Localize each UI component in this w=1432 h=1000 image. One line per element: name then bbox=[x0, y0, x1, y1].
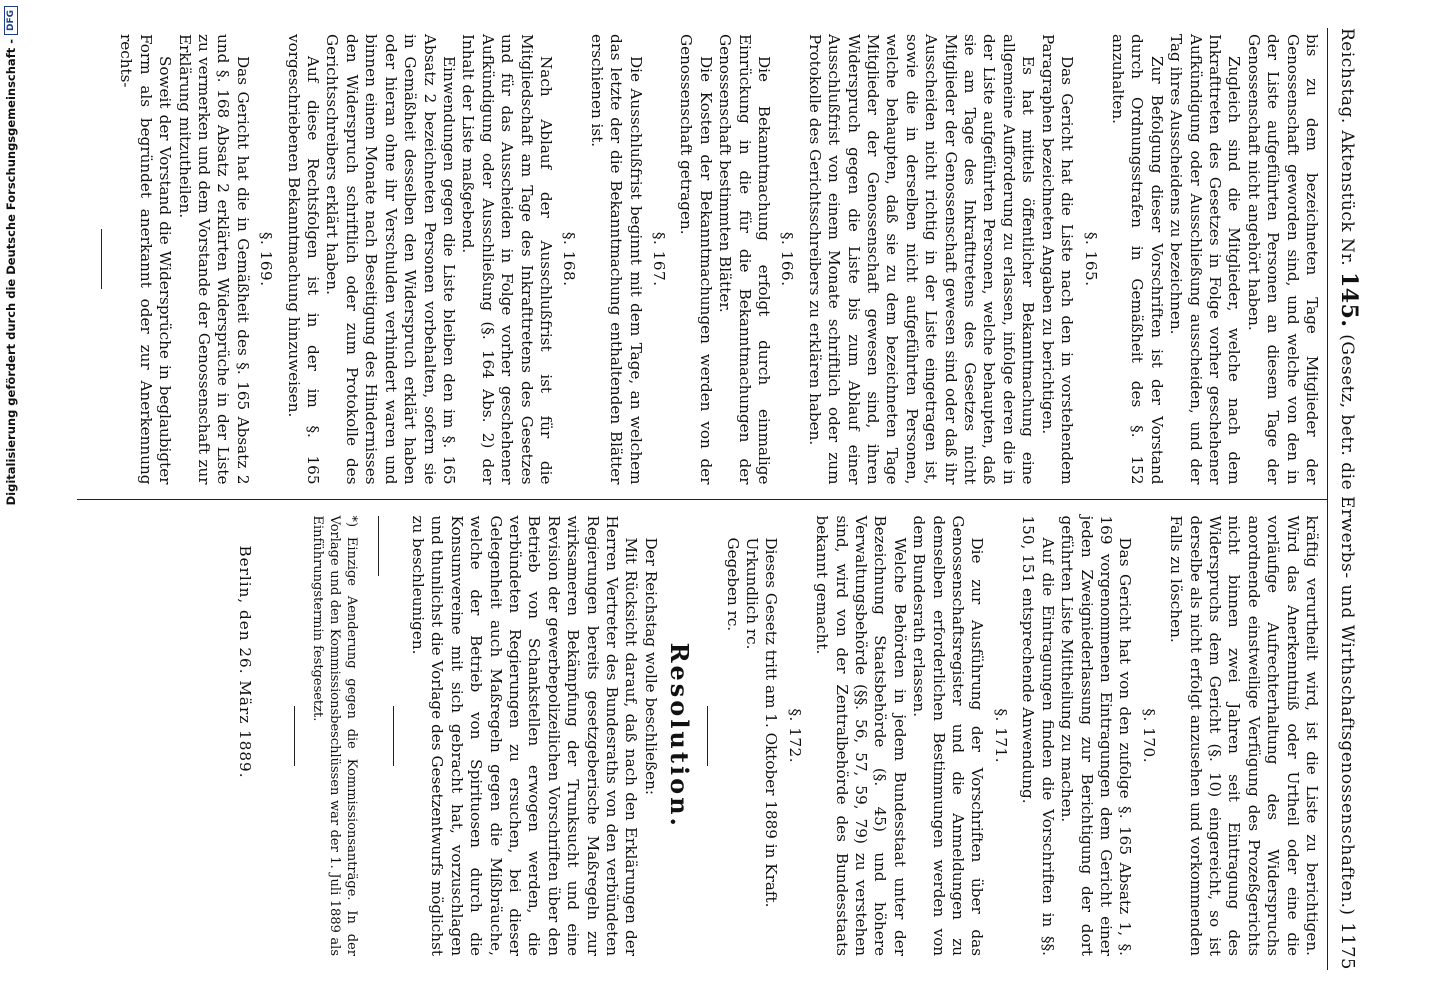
paragraph: kräftig verurtheilt wird, ist die Liste zu berichtigen. Wird das Anerkenntniß oder Urtheil oder eine die vorläufige Aufrechterhaltung des Widerspruchs anordnende einstweilige Verfügung des Prozeßgerichts nicht binnen zwei Jahren seit Eintragung des Widerspruchs dem Gericht (§. 10) eingereicht, so ist derselbe als nicht erfolgt anzusehen und vorkommenden Falls zu löschen. bbox=[1167, 515, 1321, 956]
section-heading: §. 165. bbox=[1081, 231, 1100, 287]
paragraph: Urkundlich rc. bbox=[743, 537, 762, 650]
scanned-page bbox=[20, 0, 1380, 1000]
running-head bbox=[1330, 28, 1362, 970]
paragraph: Welche Behörden in jedem Bundesstaat unter der Bezeichnung Staatsbehörde (§. 45) und höhere Verwaltungsbehörde (§§. 56, 57, 59, 79) zu verstehen sind, wird von der Zentralbehörde des Bundesstaats bekannt gemacht. bbox=[813, 515, 909, 956]
paragraph: Einwendungen gegen die Liste bleiben den im §. 165 Absatz 2 bezeichneten Personen vorbehalten, sofern sie in Gemäßheit desselben den Widerspruch erklärt haben oder hieran ohne ihr Verschulden verhindert waren und binnen einem Monate nach Beseitigung des Hindernisses den Widerspruch schriftlich oder zum Protokolle des Gerichtsschreibers erklärt haben. bbox=[323, 34, 458, 485]
end-rule bbox=[101, 229, 102, 289]
paragraph: Gegeben rc. bbox=[723, 537, 742, 632]
paragraph: Das Gericht hat die Liste nach den in vorstehendem Paragraphen bezeichneten Angaben zu berichtigen. bbox=[1038, 34, 1077, 485]
paragraph: Mit Rücksicht darauf, daß nach den Erklärungen der Herren Vertreter des Bundesraths von den verbündeten Regierungen bereits gesetzgeberische Maßregeln zur wirksameren Bekämpfung der Trunksucht und eine Revision der gewerbepolizeilichen Vorschriften über den Betrieb von Schankstellen erwogen werden, die verbündeten Regierungen zu ersuchen, bei dieser Gelegenheit auch Maßregeln gegen die Mißbräuche, welche der Betrieb von Spirituosen durch die Konsumvereine mit sich gebracht hat, vorzuschlagen und thunlichst die Vorlage des Gesetzentwurfs möglichst zu beschleunigen. bbox=[408, 515, 641, 956]
paragraph: Das Gericht hat die in Gemäßheit des §. 165 Absatz 2 und §. 168 Absatz 2 erklärten Widersprüche in der Liste zu vermerken und dem Vorstande der Genossenschaft zur Erklärung mitzutheilen. bbox=[175, 34, 252, 485]
paragraph: Die zur Ausführung der Vorschriften über das Genossenschaftsregister und die Anmeldungen zu demselben erforderlichen Bestimmungen werden von dem Bundesrath erlassen. bbox=[910, 515, 987, 956]
paragraph: Die Kosten der Bekanntmachungen werden von der Genossenschaft getragen. bbox=[677, 34, 715, 485]
paragraph: Zugleich sind die Mitglieder, welche nach dem Inkrafttreten des Gesetzes in Folge vorher geschehener Aufkündigung oder Ausschließung ausscheiden, und der Tag ihres Ausscheidens zu bezeichnen. bbox=[1167, 34, 1244, 485]
digitization-credit bbox=[0, 0, 22, 1000]
date-line: Berlin, den 26. März 1889. bbox=[235, 545, 254, 779]
separator-rule bbox=[393, 706, 394, 766]
header-rule bbox=[1327, 28, 1328, 970]
section-heading: §. 171. bbox=[991, 708, 1010, 764]
resolution-title: Resolution. bbox=[665, 642, 695, 829]
paragraph: Nach Ablauf der Ausschlußfrist ist für die Mitgliedschaft am Tage des Inkrafttretens des Gesetzes und für das Ausscheiden in Folge vorher geschehener Aufkündigung oder Ausschließung (§. 164 Abs. 2) der Inhalt der Liste maßgebend. bbox=[459, 34, 555, 485]
page-number: 1175 bbox=[1337, 922, 1358, 970]
left-column bbox=[77, 28, 1327, 499]
paragraph: Es hat mittels öffentlicher Bekanntmachung eine allgemeine Aufforderung zu erlassen, infolge deren die in der Liste aufgeführten Personen, welche behaupten, daß sie am Tage des Inkrafttretens des Gesetzes nicht Mitglieder der Genossenschaft gewesen sind oder daß ihr Ausscheiden nicht richtig in der Liste eingetragen ist, sowie die in derselben nicht aufgeführten Personen, welche behaupten, daß sie zu dem bezeichneten Tage Mitglieder der Genossenschaft gewesen sind, ihren Widerspruch gegen die Liste bis zum Ablauf einer Ausschlußfrist von einem Monate schriftlich oder zum Protokolle des Gerichtsschreibers zu erklären haben. bbox=[805, 34, 1038, 485]
section-heading: §. 169. bbox=[257, 231, 276, 287]
paragraph: Die Bekanntmachung erfolgt durch einmalige Einrückung in die für die Bekanntmachungen der Genossenschaft bestimmten Blätter. bbox=[716, 34, 774, 485]
issue-label: Aktenstück Nr. 145. bbox=[1336, 130, 1362, 328]
text-columns bbox=[77, 28, 1327, 970]
issue-number: 145. bbox=[1336, 272, 1362, 328]
section-heading: §. 172. bbox=[785, 708, 804, 764]
paragraph: Soweit der Vorstand die Widersprüche in beglaubigter Form als begründet anerkannt oder zur Anerkennung rechts- bbox=[117, 34, 175, 485]
paragraph: Das Gericht hat von den zufolge §. 165 Absatz 1, §. 169 vorgenommenen Eintragungen dem Gericht einer jeden Zweigniederlassung zur Berichtigung der dort geführten Liste Mittheilung zu machen. bbox=[1058, 515, 1135, 956]
footnote-rule bbox=[378, 516, 379, 576]
section-heading: §. 168. bbox=[560, 231, 579, 287]
paragraph: Der Reichstag wolle beschließen: bbox=[641, 537, 660, 796]
paragraph: Dieses Gesetz tritt am 1. Oktober 1889 in Kraft. bbox=[762, 537, 781, 908]
paragraph: Zur Befolgung dieser Vorschriften ist der Vorstand durch Ordnungsstrafen in Gemäßheit des §. 152 anzuhalten. bbox=[1108, 34, 1166, 485]
footnote: *) Einzige Aenderung gegen die Kommissionsanträge. In der Vorlage und den Kommissionsbeschlüssen war der 1. Juli 1889 als Einführungstermin festgesetzt. bbox=[309, 515, 359, 956]
paragraph: Auf die Eintragungen finden die Vorschriften in §§. 150, 151 entsprechende Anwendung. bbox=[1019, 515, 1057, 956]
separator-rule bbox=[707, 706, 708, 766]
section-heading: §. 166. bbox=[778, 231, 797, 287]
paragraph: Auf diese Rechtsfolgen ist in der im §. 165 vorgeschriebenen Bekanntmachung hinzuweisen. bbox=[284, 34, 323, 485]
right-column bbox=[77, 500, 1327, 971]
paragraph: Die Ausschlußfrist beginnt mit dem Tage, an welchem das letzte der die Bekanntmachung enthaltenden Blätter erschienen ist. bbox=[587, 34, 645, 485]
credit-text: Digitalisierung gefördert durch die Deutsche Forschungsgemeinschaft - bbox=[4, 39, 18, 506]
paragraph: bis zu dem bezeichneten Tage Mitglieder der Genossenschaft geworden sind, und welche von den in der Liste aufgeführten Personen an diesem Tage der Genossenschaft nicht angehört haben. bbox=[1244, 34, 1321, 485]
dfg-logo: DFG bbox=[4, 6, 18, 35]
section-heading: §. 170. bbox=[1139, 708, 1158, 764]
running-head-left: Reichstag. bbox=[1337, 28, 1357, 124]
separator-rule bbox=[294, 706, 295, 766]
section-heading: §. 167. bbox=[650, 231, 668, 287]
running-head-subject: (Gesetz, betr. die Erwerbs- und Wirthschaftsgenossenschaften.) bbox=[1337, 334, 1357, 916]
